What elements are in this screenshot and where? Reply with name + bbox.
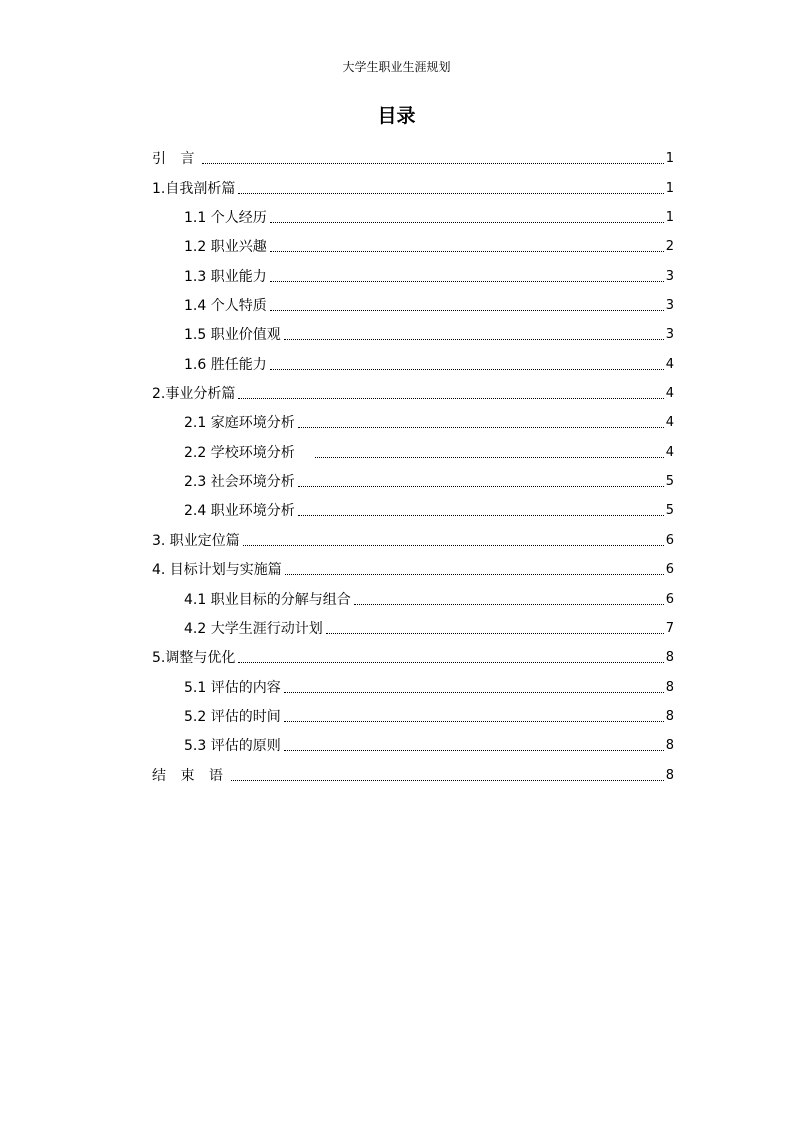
toc-entry-page-number: 1 <box>665 210 674 226</box>
toc-entry[interactable] <box>152 583 674 612</box>
toc-entry-label: 2.4 职业环境分析 <box>184 503 295 520</box>
toc-entry[interactable] <box>152 407 674 436</box>
toc-entry-label: 1.3 职业能力 <box>184 268 267 285</box>
toc-entry-label: 1.自我剖析篇 <box>152 180 236 197</box>
toc-entry-page-number: 7 <box>665 620 674 636</box>
toc-dot-leader <box>298 427 664 428</box>
toc-entry-page-number: 5 <box>665 503 674 519</box>
toc-entry-label: 1.5 职业价值观 <box>184 327 281 344</box>
toc-entry[interactable] <box>152 554 674 583</box>
toc-dot-leader <box>285 574 664 575</box>
toc-entry-label: 5.2 评估的时间 <box>184 708 281 725</box>
toc-entry[interactable] <box>152 378 674 407</box>
toc-entry-label: 引 言 <box>152 151 200 168</box>
toc-dot-leader <box>270 369 664 370</box>
toc-dot-leader <box>238 193 663 194</box>
table-of-contents <box>152 143 674 789</box>
toc-entry[interactable] <box>152 524 674 553</box>
toc-entry[interactable] <box>152 348 674 377</box>
toc-entry[interactable] <box>152 613 674 642</box>
toc-entry-page-number: 8 <box>665 708 674 724</box>
toc-entry-label: 3. 职业定位篇 <box>152 532 240 549</box>
toc-entry-label: 2.3 社会环境分析 <box>184 474 295 491</box>
toc-entry[interactable] <box>152 290 674 319</box>
toc-entry-page-number: 8 <box>665 767 674 783</box>
toc-dot-leader <box>284 692 664 693</box>
toc-dot-leader <box>231 780 664 781</box>
toc-entry-page-number: 2 <box>665 239 674 255</box>
toc-entry[interactable] <box>152 231 674 260</box>
toc-entry[interactable] <box>152 143 674 172</box>
toc-entry-page-number: 5 <box>665 474 674 490</box>
toc-dot-leader <box>298 486 664 487</box>
toc-dot-leader <box>284 721 664 722</box>
toc-entry-page-number: 3 <box>665 298 674 314</box>
toc-entry-page-number: 6 <box>665 532 674 548</box>
running-header: 大学生职业生涯规划 <box>342 60 451 74</box>
toc-entry[interactable] <box>152 759 674 788</box>
toc-dot-leader <box>354 604 664 605</box>
toc-entry[interactable] <box>152 671 674 700</box>
toc-dot-leader <box>243 545 664 546</box>
toc-dot-leader <box>326 633 664 634</box>
toc-entry-label: 4.2 大学生涯行动计划 <box>184 620 323 637</box>
toc-entry[interactable] <box>152 642 674 671</box>
toc-entry[interactable] <box>152 319 674 348</box>
toc-entry-label: 4. 目标计划与实施篇 <box>152 562 282 579</box>
toc-entry[interactable] <box>152 260 674 289</box>
toc-entry-page-number: 8 <box>665 679 674 695</box>
toc-entry-label: 4.1 职业目标的分解与组合 <box>184 591 351 608</box>
toc-entry-label: 结 束 语 <box>152 767 228 784</box>
toc-entry-label: 1.4 个人特质 <box>184 298 267 315</box>
toc-entry[interactable] <box>152 466 674 495</box>
toc-entry[interactable] <box>152 495 674 524</box>
toc-dot-leader <box>284 750 664 751</box>
toc-entry-page-number: 3 <box>665 327 674 343</box>
toc-entry-page-number: 8 <box>665 650 674 666</box>
toc-entry-label: 1.6 胜任能力 <box>184 356 267 373</box>
toc-entry-page-number: 6 <box>665 591 674 607</box>
toc-entry-label: 5.1 评估的内容 <box>184 679 281 696</box>
toc-entry-page-number: 4 <box>665 444 674 460</box>
toc-dot-leader <box>315 457 664 458</box>
toc-dot-leader <box>238 662 663 663</box>
toc-entry-page-number: 4 <box>665 386 674 402</box>
toc-dot-leader <box>270 281 664 282</box>
toc-entry-page-number: 1 <box>665 180 674 196</box>
toc-dot-leader <box>270 310 664 311</box>
toc-entry-label: 1.2 职业兴趣 <box>184 239 267 256</box>
toc-entry-page-number: 3 <box>665 268 674 284</box>
toc-entry-page-number: 4 <box>665 356 674 372</box>
toc-entry[interactable] <box>152 172 674 201</box>
toc-entry-label: 1.1 个人经历 <box>184 210 267 227</box>
toc-entry-label: 2.事业分析篇 <box>152 386 236 403</box>
toc-entry-page-number: 6 <box>665 562 674 578</box>
toc-entry-label: 5.调整与优化 <box>152 650 236 667</box>
toc-entry-label: 2.2 学校环境分析 <box>184 444 295 461</box>
toc-entry[interactable] <box>152 730 674 759</box>
toc-dot-leader <box>238 398 663 399</box>
toc-entry[interactable] <box>152 701 674 730</box>
toc-entry-page-number: 4 <box>665 415 674 431</box>
toc-entry[interactable] <box>152 436 674 465</box>
toc-dot-leader <box>202 163 663 164</box>
toc-entry-page-number: 8 <box>665 738 674 754</box>
toc-entry[interactable] <box>152 202 674 231</box>
toc-entry-label: 5.3 评估的原则 <box>184 738 281 755</box>
toc-dot-leader <box>284 339 664 340</box>
toc-entry-page-number: 1 <box>665 151 674 167</box>
toc-dot-leader <box>298 515 664 516</box>
toc-dot-leader <box>270 222 664 223</box>
toc-title: 目录 <box>377 105 416 127</box>
toc-entry-label: 2.1 家庭环境分析 <box>184 415 295 432</box>
toc-dot-leader <box>270 251 664 252</box>
